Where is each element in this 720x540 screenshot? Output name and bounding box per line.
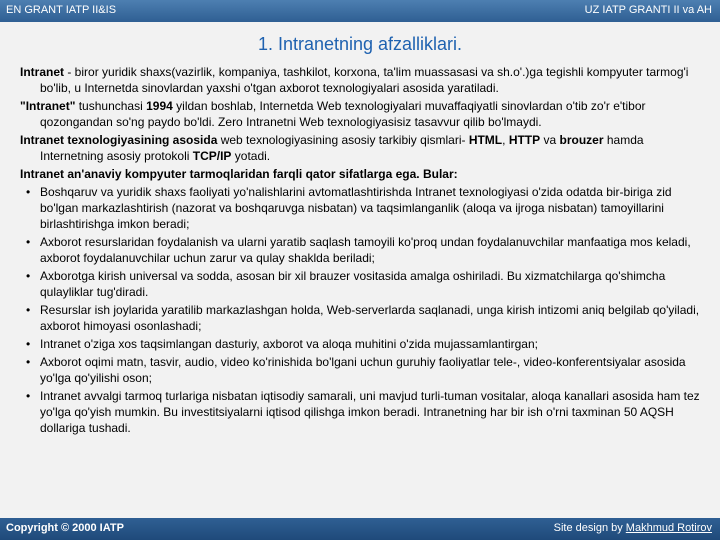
header-bar — [0, 0, 720, 22]
list-item: • Intranet avvalgi tarmoq turlariga nisbatan iqtisodiy samarali, uni mavjud turli-tuman vositalar, aloqa kanallari asosida ham tez yo'lga qo'yish mumkin. Bu investitsiyalarni iqtisod qilishga imkon beradi. Intranetning har bir ish o'rni taxminan 50 AQSH dollariga tushadi. — [26, 389, 700, 435]
list-item: • Intranet o'ziga xos taqsimlangan dasturiy, axborot va aloqa muhitini o'zida mujassamlantirgan; — [26, 337, 538, 351]
features-list — [20, 184, 700, 436]
bullet-icon: • — [26, 303, 31, 317]
header-right-text: UZ IATP GRANTI II va AH — [584, 4, 712, 16]
bullet-icon: • — [26, 185, 31, 199]
bullet-icon: • — [26, 235, 31, 249]
list-item: • Axborot resurslaridan foydalanish va ularni yaratib saqlash tamoyili ko'proq undan foydalanuvchilar manfaatiga mos keladi, axborot foydalanuvchilar uchun zarur va qulay shaklda beriladi; — [26, 235, 691, 265]
list-item: • Axborot oqimi matn, tasvir, audio, video ko'rinishida bo'lgani uchun guruhiy faoliyatlar tele-, video-konferentsiyalar asosida yo'lga qo'yilishi oson; — [26, 355, 686, 385]
footer-bar — [0, 518, 720, 540]
list-item: • Boshqaruv va yuridik shaxs faoliyati yo'nalishlarini avtomatlashtirishda Intranet texnologiyasi o'zida odatda bir-biriga zid bo'lgan markazlashtirish (nazorat va boshqaruvga nisbatan) va taqsimlanganlik (aloqa va ijroga nisbatan) tamoyillarini birlashtirishga imkon beradi; — [26, 185, 672, 231]
bullet-icon: • — [26, 337, 31, 351]
paragraph-intranet-features-heading: Intranet an'anaviy kompyuter tarmoqlaridan farqli qator sifatlarga ega. Bular: — [20, 167, 458, 181]
list-item: • Axborotga kirish universal va sodda, asosan bir xil brauzer vositasida amalga oshiriladi. Bu xizmatchilarga qo'shimcha qulayliklar tug'diradi. — [26, 269, 666, 299]
designer-link[interactable]: Makhmud Rotirov — [625, 522, 712, 534]
list-item: • Resurslar ish joylarida yaratilib markazlashgan holda, Web-serverlarda saqlanadi, unga kirish intizomi aniq belgilab qo'yiladi, axborot himoyasi osonlashadi; — [26, 303, 700, 333]
site-design-credit: Site design by Makhmud Rotirov — [553, 522, 712, 534]
paragraph-intranet-technology: Intranet texnologiyasining asosida web texnologiyasining asosiy tarkibiy qismlari- HTML, HTTP va brouzer hamda Internetning asosiy protokoli TCP/IP yotadi. — [20, 133, 644, 163]
bullet-icon: • — [26, 355, 31, 369]
bullet-icon: • — [26, 389, 31, 403]
paragraph-intranet-definition: Intranet - biror yuridik shaxs(vazirlik, kompaniya, tashkilot, korxona, ta'lim muassasasi va sh.o'.)ga tegishli kompyuter tarmog'i bo'lib, u Internetda sinovlardan yaxshi o'tgan axborot texnologiyalari asosida yaratiladi. — [20, 65, 689, 95]
content-body — [20, 64, 700, 438]
paragraph-intranet-history: "Intranet" tushunchasi 1994 yildan boshlab, Internetda Web texnologiyalari muvaffaqiyatli sinovlardan o'tib zo'r e'tibor qozongandan so'ng paydo bo'ldi. Zero Intranetni Web texnologiyasisiz tasavvur qilib bo'lmaydi. — [20, 99, 646, 129]
copyright-text: Copyright © 2000 IATP — [6, 522, 124, 534]
page-title: 1. Intranetning afzalliklari. — [257, 34, 463, 54]
bullet-icon: • — [26, 269, 31, 283]
header-left-text: EN GRANT IATP II&IS — [6, 4, 117, 16]
